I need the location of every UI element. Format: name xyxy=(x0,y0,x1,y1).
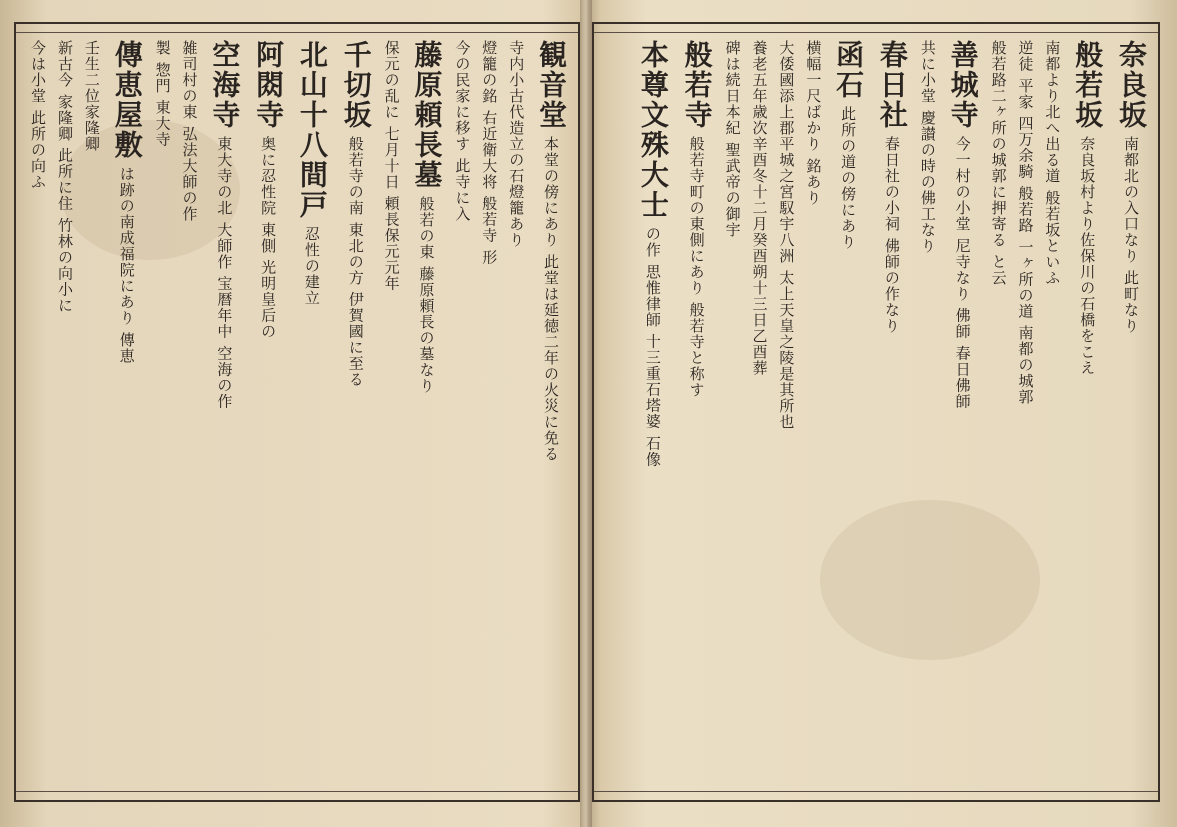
left-page-text-columns xyxy=(24,40,570,786)
text-column xyxy=(873,40,911,786)
entry-heading: 本尊文殊大士 xyxy=(636,40,670,220)
entry-text: は跡の南成福院にあり 傳恵 xyxy=(117,166,136,364)
entry-text: 南都北の入口なり 此町なり xyxy=(1122,136,1140,334)
entry-text: 碑は続日本紀 聖武帝の御宇 xyxy=(723,40,742,238)
entry-text: 南都より北へ出る道 般若坂といふ xyxy=(1043,40,1062,286)
text-column xyxy=(944,40,982,786)
entry-heading: 善城寺 xyxy=(946,40,980,130)
entry-heading: 千切坂 xyxy=(339,40,373,130)
entry-heading: 奈良坂 xyxy=(1115,40,1148,130)
entry-text: の作 思惟律師 十三重石塔婆 石像 xyxy=(643,226,662,468)
entry-heading: 般若寺 xyxy=(680,40,714,130)
text-column xyxy=(152,40,173,786)
right-page-text-columns xyxy=(602,40,1150,786)
entry-text: 奥に忍性院 東側 光明皇后の xyxy=(259,136,278,340)
text-column xyxy=(81,40,102,786)
entry-text: 今の民家に移す 此寺に入 xyxy=(453,40,472,222)
text-column xyxy=(678,40,716,786)
text-column xyxy=(451,40,472,786)
text-column xyxy=(206,40,244,786)
entry-text: 此所の道の傍にあり xyxy=(839,106,858,250)
text-column xyxy=(775,40,796,786)
book-gutter xyxy=(580,0,592,827)
entry-text: 共に小堂 慶讃の時の佛工なり xyxy=(918,40,937,254)
entry-text: 新古今 家隆卿 此所に住 竹林の向小に xyxy=(55,40,74,314)
text-column xyxy=(1041,40,1062,786)
text-column xyxy=(381,40,402,786)
text-column xyxy=(634,40,672,786)
text-column xyxy=(54,40,75,786)
entry-text: 横幅一尺ばかり 銘あり xyxy=(804,40,823,206)
entry-text: 般若路二ヶ所の城郭に押寄る と云 xyxy=(989,40,1008,286)
entry-text: 今は小堂 此所の向ふ xyxy=(29,40,48,190)
entry-text: 壬生二位家隆卿 xyxy=(82,40,101,152)
text-column xyxy=(1112,40,1150,786)
entry-text: 大倭國添上郡平城之宮馭宇八洲 太上天皇之陵是其所也 xyxy=(777,40,796,430)
text-column xyxy=(1068,40,1106,786)
text-column xyxy=(505,40,526,786)
entry-heading: 空海寺 xyxy=(208,40,242,130)
text-column xyxy=(27,40,48,786)
entry-heading: 春日社 xyxy=(875,40,909,130)
entry-text: 逆徒 平家 四万余騎 般若路 一ヶ所の道 南都の城郭 xyxy=(1016,40,1035,405)
text-column xyxy=(829,40,867,786)
entry-text: 春日社の小祠 佛師の作なり xyxy=(882,136,901,334)
entry-text: 雑司村の東 弘法大師の作 xyxy=(180,40,199,222)
text-column xyxy=(749,40,770,786)
entry-heading: 観音堂 xyxy=(535,40,568,130)
entry-text: 般若寺の南 東北の方 伊賀國に至る xyxy=(346,136,365,388)
text-column xyxy=(1015,40,1036,786)
entry-heading: 北山十八間戸 xyxy=(295,40,329,220)
text-column xyxy=(179,40,200,786)
entry-text: 般若の東 藤原頼長の墓なり xyxy=(417,196,436,394)
entry-heading: 般若坂 xyxy=(1071,40,1105,130)
entry-heading: 傳恵屋敷 xyxy=(110,40,144,160)
text-column xyxy=(108,40,146,786)
text-column xyxy=(408,40,446,786)
text-column xyxy=(249,40,287,786)
text-column xyxy=(293,40,331,786)
entry-text: 本堂の傍にあり 此堂は延徳二年の火災に免る xyxy=(542,136,560,462)
entry-heading: 函石 xyxy=(832,40,866,100)
text-column xyxy=(532,40,570,786)
right-page xyxy=(592,22,1160,802)
entry-text: 燈籠の銘 右近衛大将 般若寺 形 xyxy=(480,40,499,266)
entry-text: 寺内小古代造立の石燈籠あり xyxy=(507,40,526,248)
text-column xyxy=(337,40,375,786)
text-column xyxy=(802,40,823,786)
entry-text: 今一村の小堂 尼寺なり 佛師 春日佛師 xyxy=(953,136,972,410)
entry-heading: 藤原頼長墓 xyxy=(410,40,444,190)
entry-text: 般若寺町の東側にあり 般若寺と称す xyxy=(687,136,706,398)
entry-text: 奈良坂村より佐保川の石橋をこえ xyxy=(1078,136,1097,376)
entry-text: 忍性の建立 xyxy=(302,226,321,306)
entry-text: 保元の乱に 七月十日 頼長保元元年 xyxy=(382,40,401,292)
text-column xyxy=(478,40,499,786)
entry-text: 東大寺の北 大師作 宝暦年中 空海の作 xyxy=(215,136,234,410)
entry-text: 養老五年歳次辛酉冬十二月癸酉朔十三日乙酉葬 xyxy=(750,40,769,376)
entry-text: 製 惣門 東大寺 xyxy=(153,40,172,148)
text-column xyxy=(917,40,938,786)
text-column xyxy=(988,40,1009,786)
entry-heading: 阿閦寺 xyxy=(252,40,286,130)
text-column xyxy=(722,40,743,786)
left-page xyxy=(14,22,580,802)
